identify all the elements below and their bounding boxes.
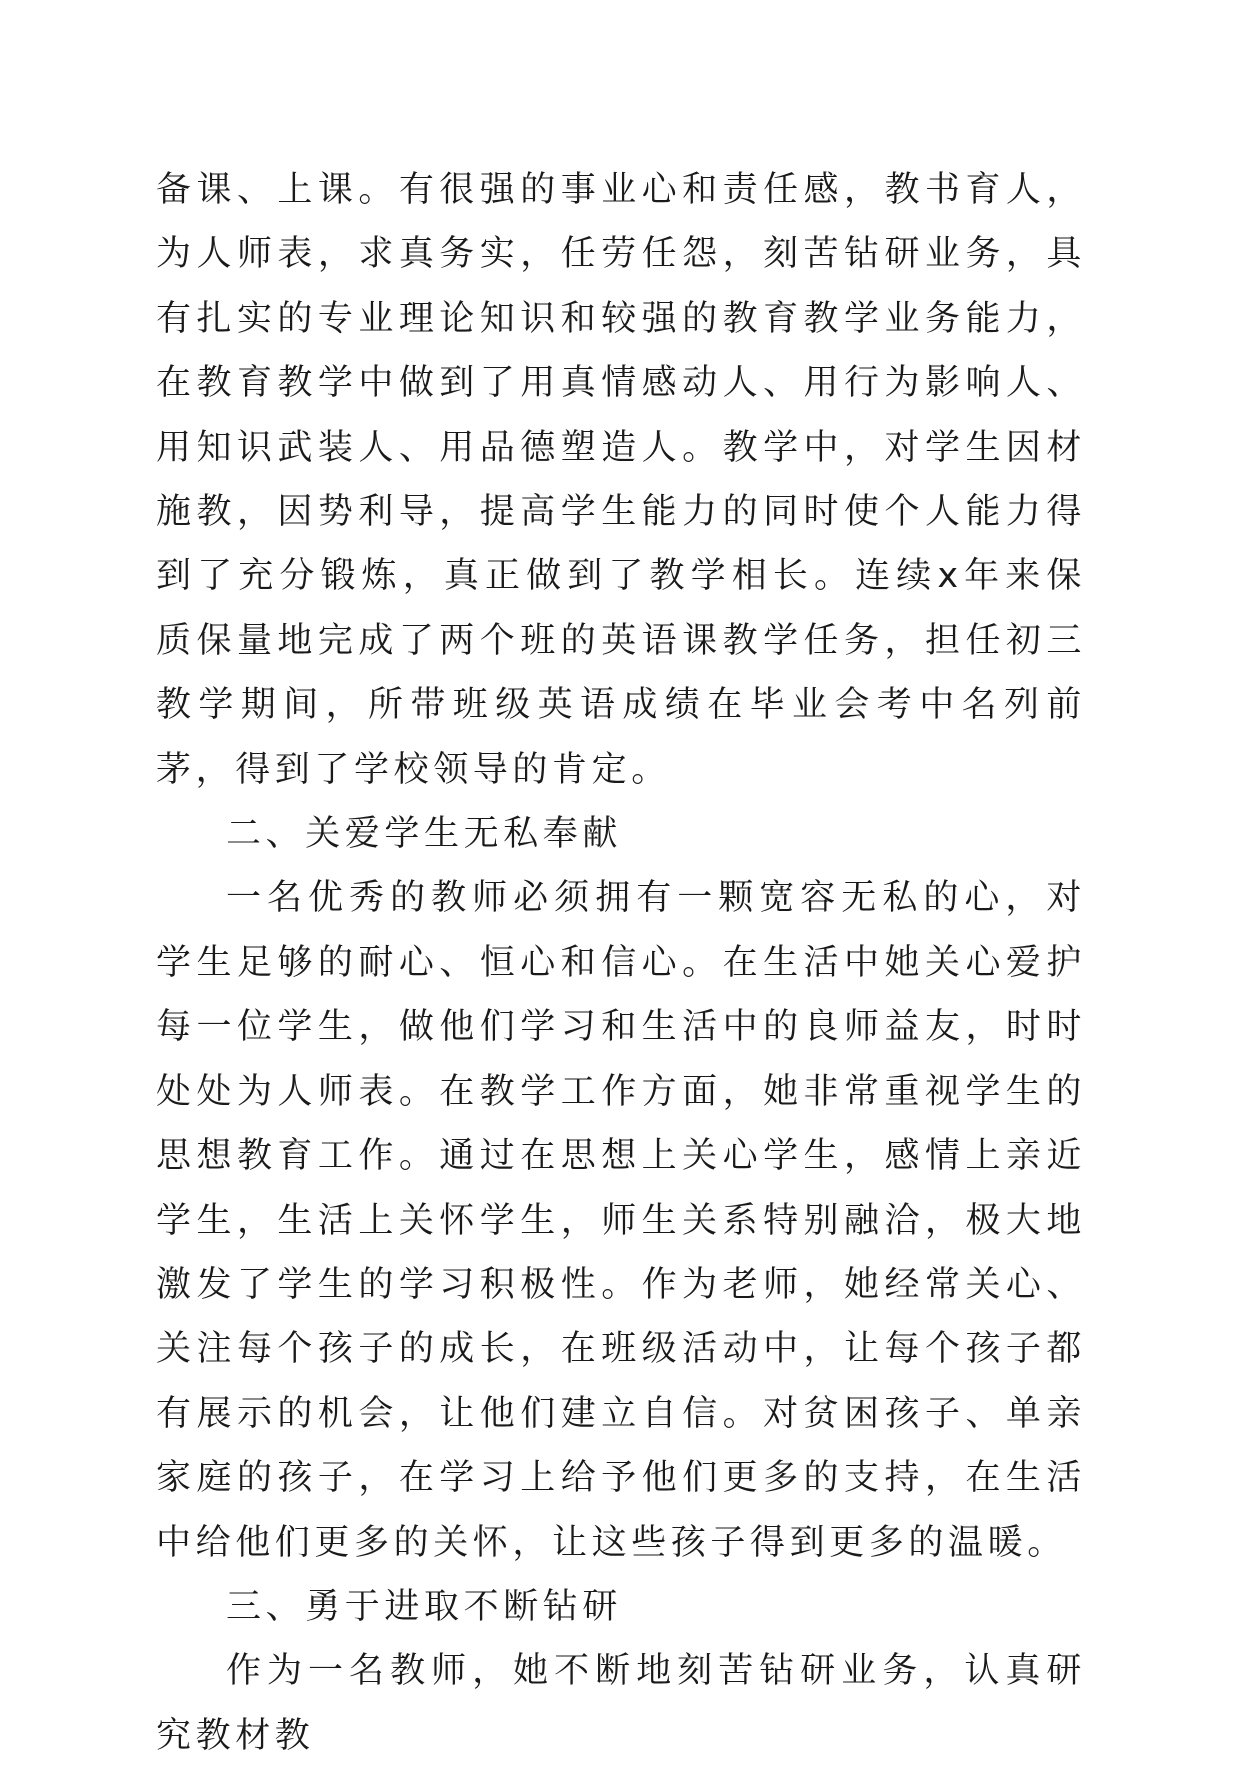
paragraph-continuation: 备课、上课。有很强的事业心和责任感，教书育人，为人师表，求真务实，任劳任怨，刻苦钻研业务，具有扎实的专业理论知识和较强的教育教学业务能力，在教育教学中做到了用真情感动人、用行为影响人、用知识武装人、用品德塑造人。教学中，对学生因材施教，因势利导，提高学生能力的同时使个人能力得到了充分锻炼，真正做到了教学相长。连续x年来保质保量地完成了两个班的英语课教学任务，担任初三教学期间，所带班级英语成绩在毕业会考中名列前茅，得到了学校领导的肯定。 <box>156 170 1086 790</box>
document-body <box>156 158 1086 1768</box>
section-heading-2: 二、关爱学生无私奉献 <box>226 814 623 855</box>
paragraph-care-for-students: 一名优秀的教师必须拥有一颗宽容无私的心，对学生足够的耐心、恒心和信心。在生活中她关心爱护每一位学生，做他们学习和生活中的良师益友，时时处处为人师表。在教学工作方面，她非常重视学生的思想教育工作。通过在思想上关心学生，感情上亲近学生，生活上关怀学生，师生关系特别融洽，极大地激发了学生的学习积极性。作为老师，她经常关心、关注每个孩子的成长，在班级活动中，让每个孩子都有展示的机会，让他们建立自信。对贫困孩子、单亲家庭的孩子，在学习上给予他们更多的支持，在生活中给他们更多的关怀，让这些孩子得到更多的温暖。 <box>156 878 1086 1563</box>
paragraph-research: 作为一名教师，她不断地刻苦钻研业务，认真研究教材教 <box>156 1651 1086 1756</box>
section-heading-3: 三、勇于进取不断钻研 <box>226 1586 623 1627</box>
